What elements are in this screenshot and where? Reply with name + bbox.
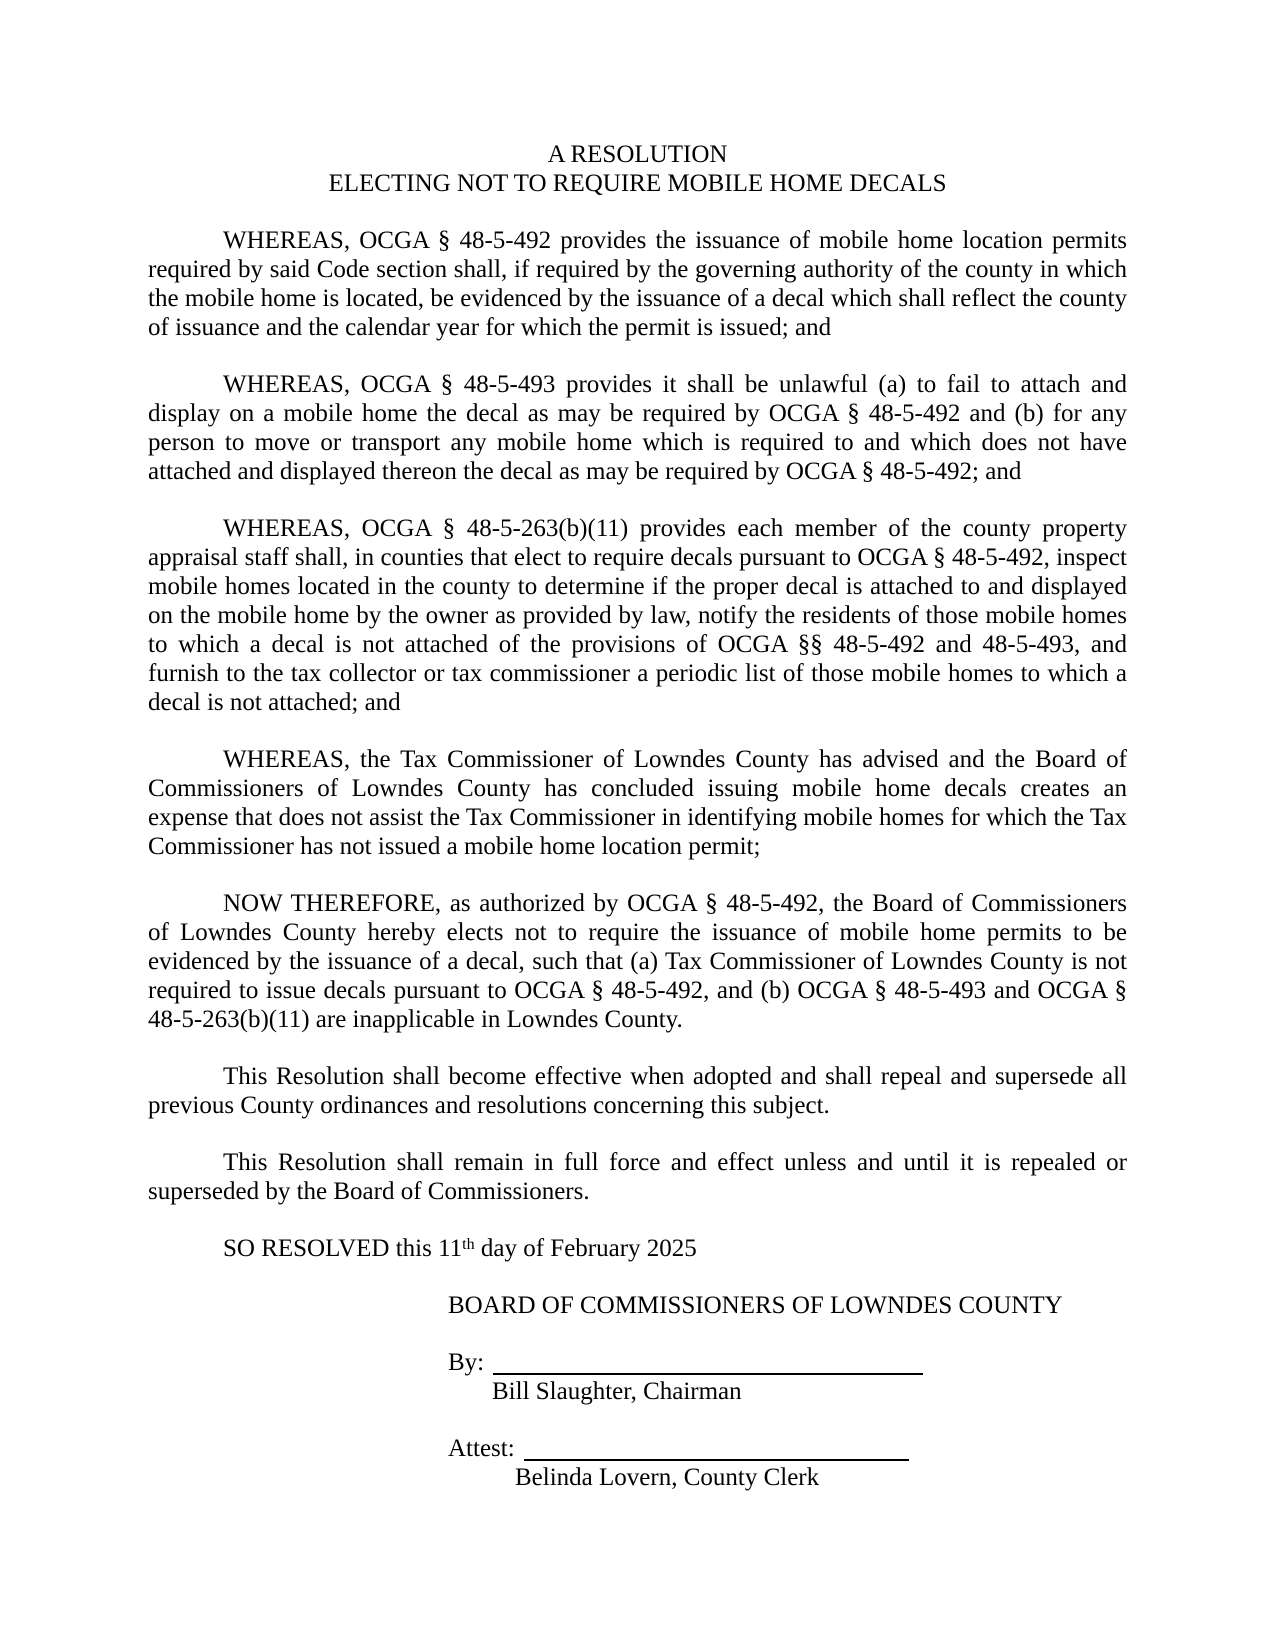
by-signature-row — [448, 1348, 1127, 1377]
paragraph-whereas-tax-commissioner: WHEREAS, the Tax Commissioner of Lowndes County has advised and the Board of Commissioners of Lowndes County has concluded issuing mobile home decals creates an expense that does not assist the Tax Commissioner in identifying mobile homes for which the Tax Commissioner has not issued a mobile home location permit; — [148, 746, 1127, 860]
paragraph-effective-clause: This Resolution shall become effective when adopted and shall repeal and supersede all previous County ordinances and resolutions concerning this subject. — [148, 1063, 1127, 1119]
title-line-1: A RESOLUTION — [547, 141, 728, 168]
signature-organization: BOARD OF COMMISSIONERS OF LOWNDES COUNTY — [448, 1292, 1063, 1319]
clerk-signature-line — [524, 1459, 909, 1461]
chairman-name: Bill Slaughter, Chairman — [492, 1378, 742, 1405]
title-line-2: ELECTING NOT TO REQUIRE MOBILE HOME DECALS — [328, 170, 947, 197]
by-label: By: — [448, 1349, 485, 1376]
so-resolved-line — [148, 1234, 1127, 1263]
paragraph-now-therefore: NOW THEREFORE, as authorized by OCGA § 48-5-492, the Board of Commissioners of Lowndes County hereby elects not to require the issuance of mobile home permits to be evidenced by the issuance of a decal, such that (a) Tax Commissioner of Lowndes County is not required to issue decals pursuant to OCGA § 48-5-492, and (b) OCGA § 48-5-493 and OCGA § 48-5-263(b)(11) are inapplicable in Lowndes County. — [148, 890, 1127, 1033]
so-resolved-prefix: SO RESOLVED this 11 — [223, 1235, 463, 1262]
attest-signature-row — [448, 1434, 1127, 1463]
clerk-name: Belinda Lovern, County Clerk — [515, 1464, 820, 1491]
paragraph-whereas-48-5-492: WHEREAS, OCGA § 48-5-492 provides the issuance of mobile home location permits required by said Code section shall, if required by the governing authority of the county in which the mobile home is located, be evidenced by the issuance of a decal which shall reflect the county of issuance and the calendar year for which the permit is issued; and — [148, 227, 1127, 341]
chairman-signature-line — [493, 1373, 923, 1375]
ordinal-superscript: th — [462, 1236, 475, 1253]
attest-label: Attest: — [448, 1435, 515, 1462]
document-title — [148, 140, 1127, 198]
paragraph-whereas-48-5-263: WHEREAS, OCGA § 48-5-263(b)(11) provides each member of the county property appraisal staff shall, in counties that elect to require decals pursuant to OCGA § 48-5-492, inspect mobile homes located in the county to determine if the proper decal is attached to and displayed on the mobile home by the owner as provided by law, notify the residents of those mobile homes to which a decal is not attached of the provisions of OCGA §§ 48-5-492 and 48-5-493, and furnish to the tax collector or tax commissioner a periodic list of those mobile homes to which a decal is not attached; and — [148, 515, 1127, 716]
paragraph-whereas-48-5-493: WHEREAS, OCGA § 48-5-493 provides it shall be unlawful (a) to fail to attach and display on a mobile home the decal as may be required by OCGA § 48-5-492 and (b) for any person to move or transport any mobile home which is required to and which does not have attached and displayed thereon the decal as may be required by OCGA § 48-5-492; and — [148, 371, 1127, 485]
so-resolved-suffix: day of February 2025 — [474, 1235, 697, 1262]
paragraph-duration-clause: This Resolution shall remain in full force and effect unless and until it is repealed or superseded by the Board of Commissioners. — [148, 1149, 1127, 1205]
